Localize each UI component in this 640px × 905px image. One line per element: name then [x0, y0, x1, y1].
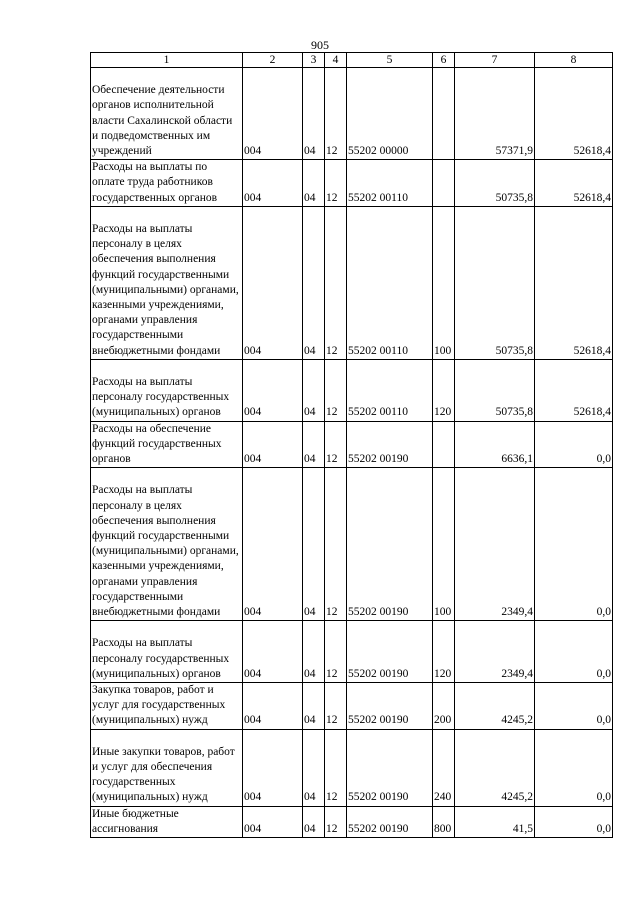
- column-header: 4: [325, 53, 347, 68]
- table-row: [91, 468, 613, 621]
- expense-type-cell: 100: [433, 468, 455, 621]
- target-article-cell: 55202 00110: [347, 359, 433, 421]
- amount-col8-cell: 0,0: [535, 421, 613, 468]
- subsection-code-cell: 12: [325, 206, 347, 359]
- section-code-cell: 04: [303, 729, 325, 806]
- target-article-cell: 55202 00110: [347, 160, 433, 207]
- section-code-cell: 04: [303, 359, 325, 421]
- column-header: 2: [243, 53, 303, 68]
- column-header: 1: [91, 53, 243, 68]
- expense-type-cell: [433, 421, 455, 468]
- section-code-cell: 04: [303, 160, 325, 207]
- target-article-cell: 55202 00190: [347, 421, 433, 468]
- ministry-code-cell: 004: [243, 468, 303, 621]
- row-name-cell: Обеспечение деятельности органов исполнительной власти Сахалинской области и подведомственных им учреждений: [91, 68, 243, 160]
- row-name-cell: Расходы на выплаты персоналу государственных (муниципальных) органов: [91, 621, 243, 683]
- ministry-code-cell: 004: [243, 729, 303, 806]
- column-header: 3: [303, 53, 325, 68]
- column-header: 8: [535, 53, 613, 68]
- ministry-code-cell: 004: [243, 206, 303, 359]
- amount-col8-cell: 52618,4: [535, 206, 613, 359]
- amount-col7-cell: 50735,8: [455, 359, 535, 421]
- ministry-code-cell: 004: [243, 68, 303, 160]
- expense-type-cell: 800: [433, 806, 455, 837]
- amount-col7-cell: 41,5: [455, 806, 535, 837]
- ministry-code-cell: 004: [243, 359, 303, 421]
- section-code-cell: 04: [303, 621, 325, 683]
- subsection-code-cell: 12: [325, 806, 347, 837]
- amount-col7-cell: 57371,9: [455, 68, 535, 160]
- amount-col8-cell: 52618,4: [535, 359, 613, 421]
- subsection-code-cell: 12: [325, 421, 347, 468]
- column-header: 7: [455, 53, 535, 68]
- subsection-code-cell: 12: [325, 729, 347, 806]
- amount-col8-cell: 0,0: [535, 806, 613, 837]
- subsection-code-cell: 12: [325, 160, 347, 207]
- ministry-code-cell: 004: [243, 421, 303, 468]
- ministry-code-cell: 004: [243, 621, 303, 683]
- target-article-cell: 55202 00190: [347, 621, 433, 683]
- section-code-cell: 04: [303, 206, 325, 359]
- target-article-cell: 55202 00190: [347, 468, 433, 621]
- amount-col7-cell: 6636,1: [455, 421, 535, 468]
- row-name-cell: Расходы на обеспечение функций государственных органов: [91, 421, 243, 468]
- amount-col8-cell: 52618,4: [535, 160, 613, 207]
- table-row: [91, 621, 613, 683]
- amount-col7-cell: 2349,4: [455, 468, 535, 621]
- row-name-cell: Расходы на выплаты персоналу в целях обеспечения выполнения функций государственными (муниципальными) органами, казенными учреждениями, органами управления государственными внебюджетными фондами: [91, 206, 243, 359]
- expense-type-cell: 240: [433, 729, 455, 806]
- table-row: [91, 806, 613, 837]
- page-number: 905: [311, 38, 329, 52]
- section-code-cell: 04: [303, 806, 325, 837]
- target-article-cell: 55202 00190: [347, 806, 433, 837]
- subsection-code-cell: 12: [325, 68, 347, 160]
- expense-type-cell: 100: [433, 206, 455, 359]
- table-row: [91, 359, 613, 421]
- expense-type-cell: 120: [433, 359, 455, 421]
- subsection-code-cell: 12: [325, 621, 347, 683]
- amount-col7-cell: 2349,4: [455, 621, 535, 683]
- table-row: [91, 421, 613, 468]
- amount-col7-cell: 4245,2: [455, 683, 535, 730]
- amount-col8-cell: 0,0: [535, 621, 613, 683]
- amount-col8-cell: 0,0: [535, 729, 613, 806]
- section-code-cell: 04: [303, 68, 325, 160]
- target-article-cell: 55202 00190: [347, 683, 433, 730]
- table-header-row: [91, 53, 613, 68]
- table-row: [91, 206, 613, 359]
- subsection-code-cell: 12: [325, 468, 347, 621]
- row-name-cell: Иные закупки товаров, работ и услуг для обеспечения государственных (муниципальных) нужд: [91, 729, 243, 806]
- budget-table: [90, 52, 613, 838]
- ministry-code-cell: 004: [243, 683, 303, 730]
- target-article-cell: 55202 00000: [347, 68, 433, 160]
- column-header: 6: [433, 53, 455, 68]
- amount-col7-cell: 4245,2: [455, 729, 535, 806]
- row-name-cell: Иные бюджетные ассигнования: [91, 806, 243, 837]
- subsection-code-cell: 12: [325, 683, 347, 730]
- amount-col8-cell: 52618,4: [535, 68, 613, 160]
- amount-col7-cell: 50735,8: [455, 160, 535, 207]
- row-name-cell: Расходы на выплаты персоналу в целях обеспечения выполнения функций государственными (муниципальными) органами, казенными учреждениями, органами управления государственными внебюджетными фондами: [91, 468, 243, 621]
- row-name-cell: Расходы на выплаты персоналу государственных (муниципальных) органов: [91, 359, 243, 421]
- amount-col7-cell: 50735,8: [455, 206, 535, 359]
- subsection-code-cell: 12: [325, 359, 347, 421]
- target-article-cell: 55202 00110: [347, 206, 433, 359]
- row-name-cell: Расходы на выплаты по оплате труда работников государственных органов: [91, 160, 243, 207]
- table-row: [91, 683, 613, 730]
- table-row: [91, 729, 613, 806]
- expense-type-cell: 120: [433, 621, 455, 683]
- ministry-code-cell: 004: [243, 160, 303, 207]
- row-name-cell: Закупка товаров, работ и услуг для государственных (муниципальных) нужд: [91, 683, 243, 730]
- expense-type-cell: [433, 68, 455, 160]
- column-header: 5: [347, 53, 433, 68]
- table-row: [91, 68, 613, 160]
- table-row: [91, 160, 613, 207]
- expense-type-cell: 200: [433, 683, 455, 730]
- amount-col8-cell: 0,0: [535, 468, 613, 621]
- target-article-cell: 55202 00190: [347, 729, 433, 806]
- section-code-cell: 04: [303, 683, 325, 730]
- section-code-cell: 04: [303, 468, 325, 621]
- section-code-cell: 04: [303, 421, 325, 468]
- expense-type-cell: [433, 160, 455, 207]
- amount-col8-cell: 0,0: [535, 683, 613, 730]
- ministry-code-cell: 004: [243, 806, 303, 837]
